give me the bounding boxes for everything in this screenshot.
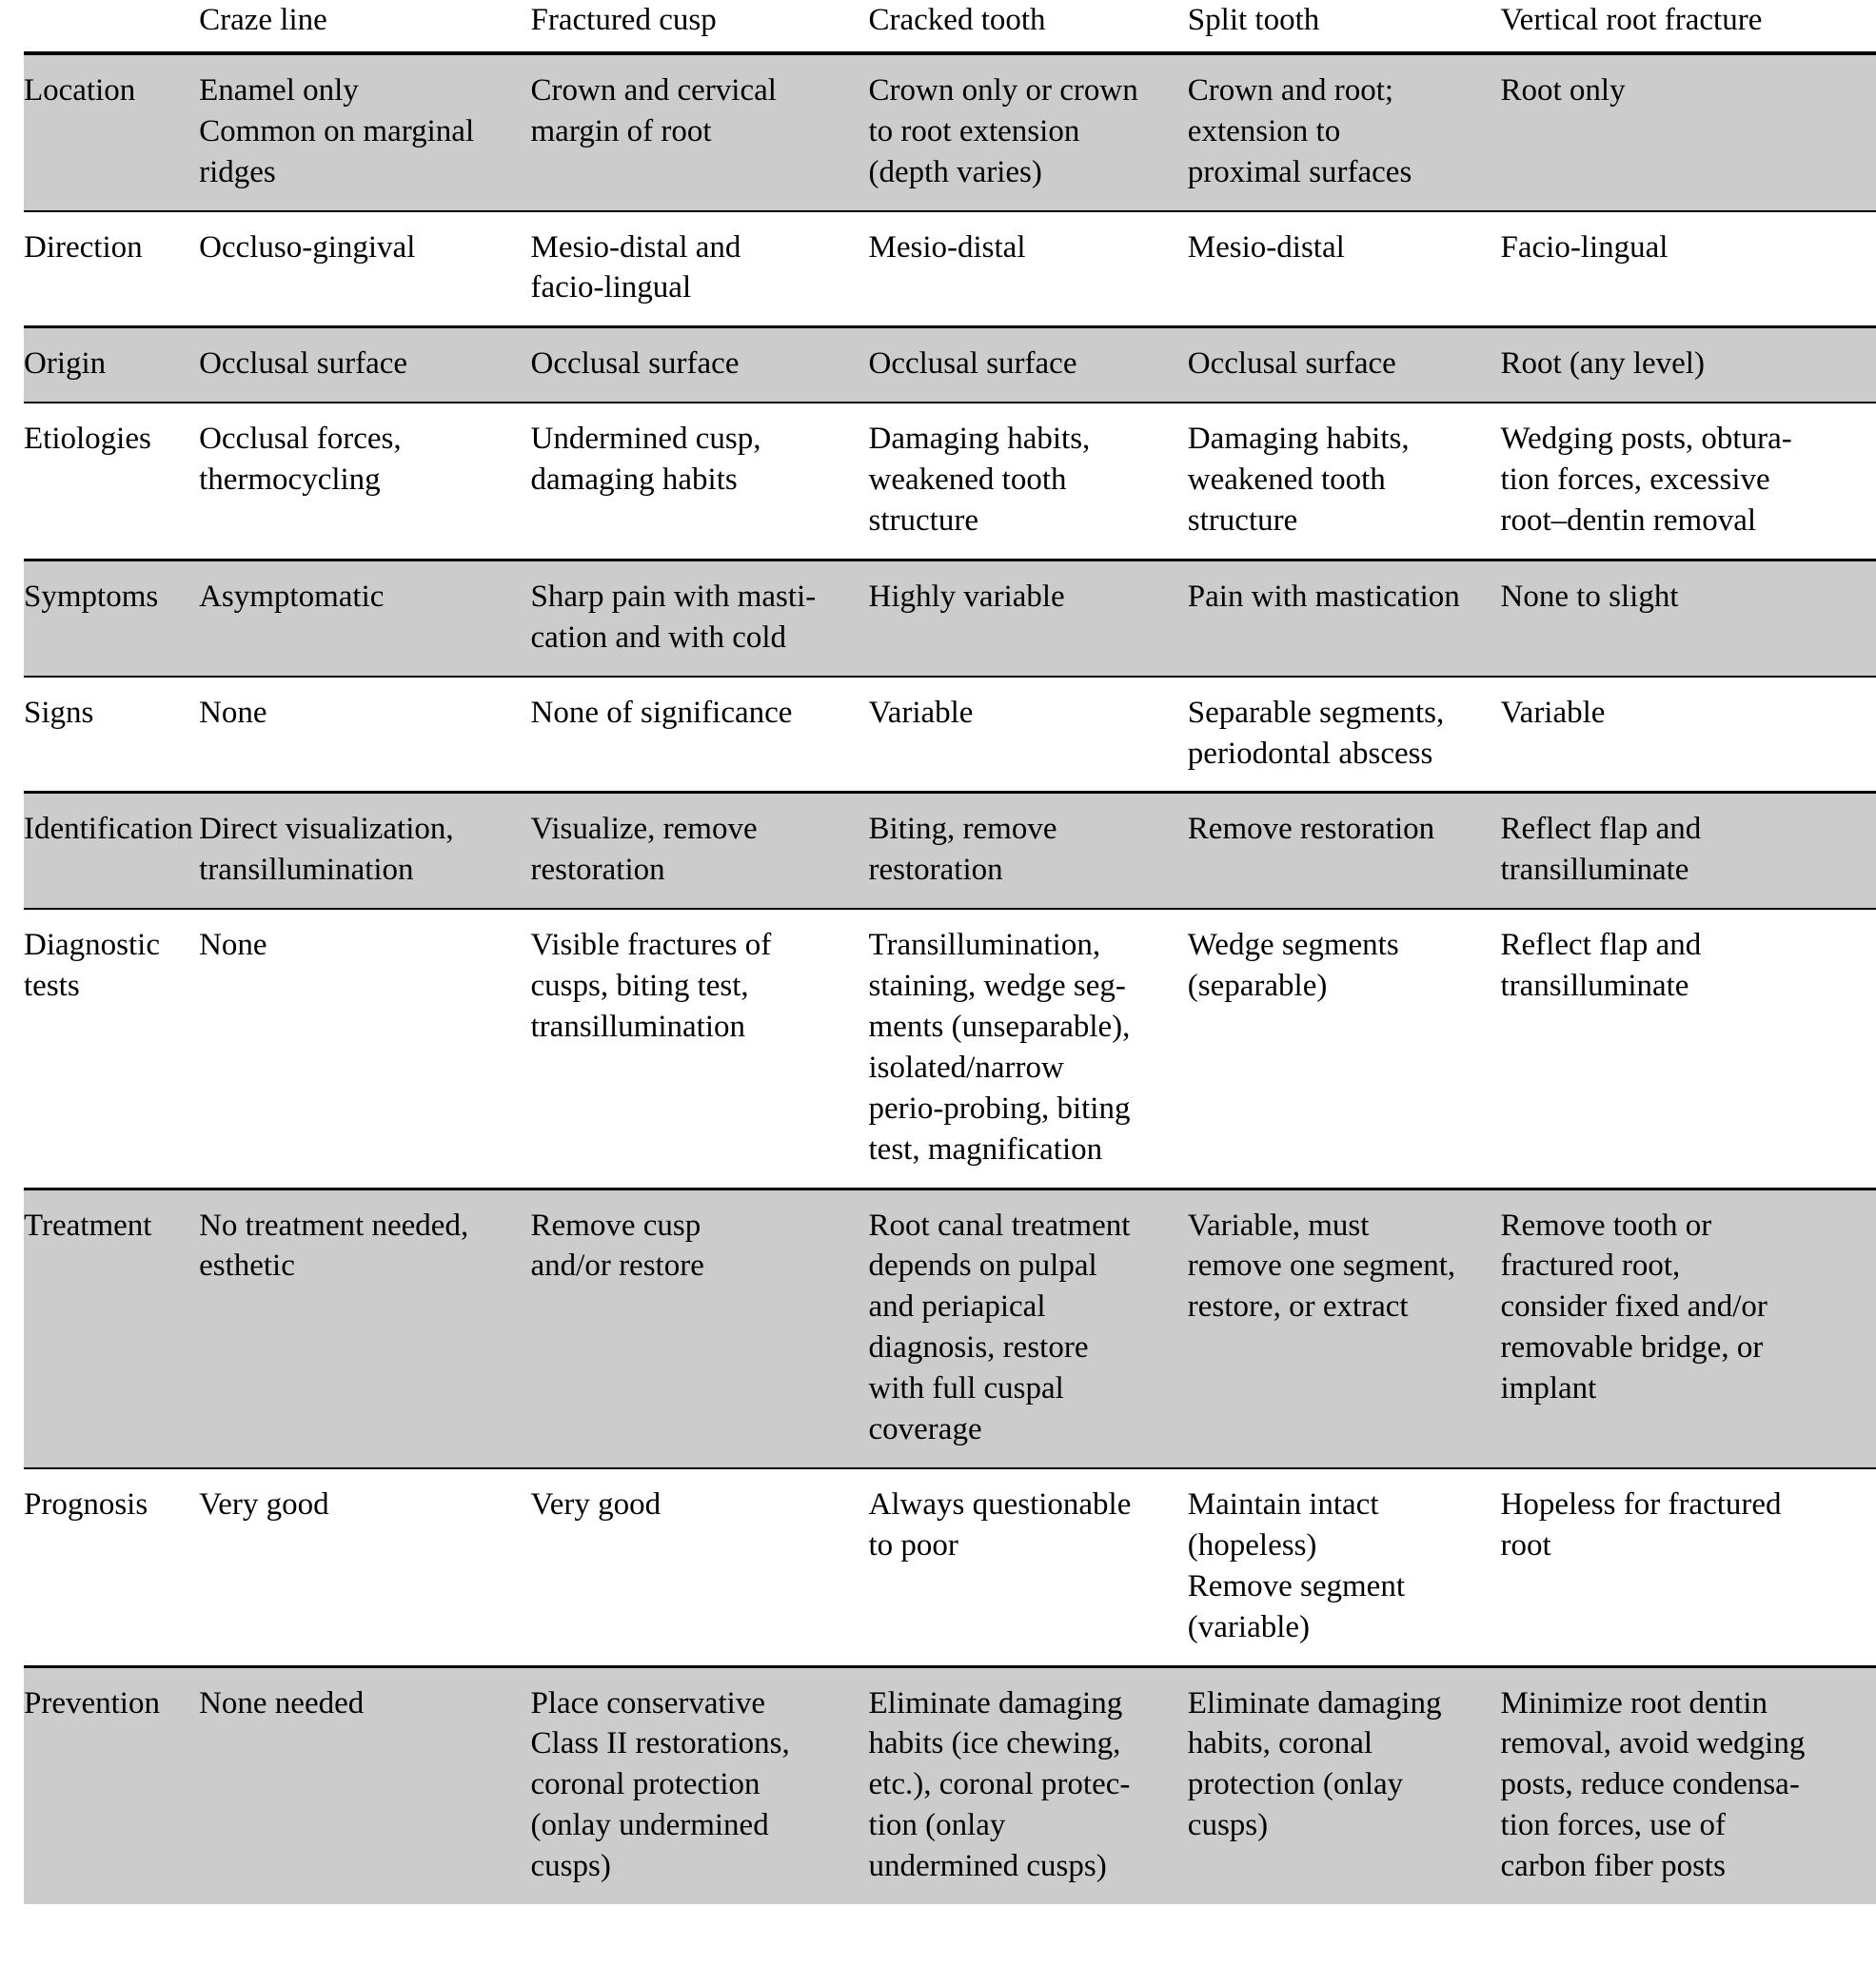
table-cell: [531, 1468, 869, 1666]
row-label: [24, 677, 199, 793]
cell-line: root–dentin removal: [1500, 503, 1757, 539]
table-cell: [531, 909, 869, 1189]
table-cell: [199, 53, 530, 211]
cell-line: Always questionable: [868, 1486, 1132, 1522]
cell-line: Highly variable: [868, 579, 1065, 614]
table-cell: [1501, 909, 1876, 1189]
cell-line: removable bridge, or: [1500, 1330, 1764, 1366]
cell-line: Occluso-gingival: [199, 229, 416, 265]
row-label-line: Etiologies: [24, 422, 151, 457]
cell-line: Visible fractures of: [530, 928, 772, 963]
cell-line: restore, or extract: [1187, 1289, 1409, 1325]
table-cell: [531, 677, 869, 793]
table-body: [24, 53, 1876, 1904]
cell-line: cusps, biting test,: [530, 969, 749, 1004]
cell-line: thermocycling: [199, 462, 381, 498]
row-label: [24, 1666, 199, 1904]
cell-line: (variable): [1187, 1609, 1311, 1644]
cell-line: None of significance: [530, 695, 793, 730]
cell-line: (separable): [1187, 969, 1328, 1004]
cell-line: consider fixed and/or: [1500, 1289, 1767, 1325]
column-header-split-tooth: Split tooth: [1188, 0, 1501, 53]
table-cell: [869, 677, 1188, 793]
column-header-0: [24, 0, 199, 53]
cell-line: Damaging habits,: [868, 422, 1091, 457]
cell-line: Crown and cervical: [530, 72, 777, 108]
cell-line: Asymptomatic: [199, 579, 385, 614]
table-row: [24, 677, 1876, 793]
table-row: [24, 1189, 1876, 1468]
table-cell: [199, 1666, 530, 1904]
cell-line: Variable, must: [1187, 1208, 1370, 1243]
table-cell: [1188, 677, 1501, 793]
cell-line: Very good: [199, 1486, 329, 1522]
row-label-line: Signs: [24, 695, 94, 730]
table-row: [24, 211, 1876, 327]
cell-line: None to slight: [1500, 579, 1679, 614]
table-row: [24, 909, 1876, 1189]
table-cell: [199, 1189, 530, 1468]
table-cell: [1188, 211, 1501, 327]
cell-line: Reflect flap and: [1500, 812, 1702, 847]
cell-line: Very good: [530, 1486, 662, 1522]
cell-line: Root canal treatment: [868, 1208, 1131, 1243]
table-cell: [1501, 1666, 1876, 1904]
cell-line: (hopeless): [1187, 1527, 1317, 1563]
cell-line: Mesio-distal and: [530, 229, 741, 265]
cell-line: Wedging posts, obtura-: [1500, 422, 1792, 457]
row-label-line: Symptoms: [24, 579, 159, 614]
row-label: [24, 403, 199, 560]
cell-line: etc.), coronal protec-: [868, 1767, 1131, 1802]
cell-line: Class II restorations,: [530, 1726, 790, 1761]
table-cell: [1501, 677, 1876, 793]
table-cell: [531, 211, 869, 327]
cell-line: No treatment needed,: [199, 1208, 469, 1243]
table-cell: [1188, 327, 1501, 403]
cell-line: Facio-lingual: [1500, 229, 1669, 265]
table-cell: [199, 327, 530, 403]
cell-line: test, magnification: [868, 1131, 1103, 1167]
table-row: [24, 793, 1876, 909]
table-cell: [531, 793, 869, 909]
cell-line: remove one segment,: [1187, 1249, 1456, 1284]
row-label: [24, 327, 199, 403]
table-cell: [869, 403, 1188, 560]
row-label: [24, 53, 199, 211]
table-cell: [869, 560, 1188, 676]
cell-line: removal, avoid wedging: [1500, 1726, 1806, 1761]
table-cell: [869, 211, 1188, 327]
table-cell: [1501, 793, 1876, 909]
cell-line: Hopeless for fractured: [1500, 1486, 1782, 1522]
table-cell: [1188, 1189, 1501, 1468]
cell-line: Place conservative: [530, 1685, 765, 1721]
cell-line: Crown and root;: [1187, 72, 1394, 108]
table-cell: [869, 793, 1188, 909]
cell-line: Occlusal surface: [530, 346, 740, 382]
table-cell: [199, 793, 530, 909]
column-header-craze-line: Craze line: [199, 0, 530, 53]
table-cell: [1501, 403, 1876, 560]
table-cell: [531, 1666, 869, 1904]
table-cell: [869, 1666, 1188, 1904]
cell-line: facio-lingual: [530, 270, 692, 305]
table-cell: [531, 1189, 869, 1468]
table-cell: [199, 677, 530, 793]
header-row: [24, 0, 1876, 53]
cell-line: transillumination: [530, 1010, 745, 1045]
table-cell: [869, 1189, 1188, 1468]
row-label: [24, 1468, 199, 1666]
table-cell: [869, 53, 1188, 211]
row-label: [24, 909, 199, 1189]
row-label: [24, 560, 199, 676]
cell-line: cation and with cold: [530, 619, 787, 655]
cell-line: tion (onlay: [868, 1808, 1006, 1843]
table-cell: [1501, 53, 1876, 211]
cell-line: Remove segment: [1187, 1568, 1405, 1603]
table-cell: [199, 211, 530, 327]
cell-line: proximal surfaces: [1187, 154, 1412, 189]
cell-line: Mesio-distal: [1187, 229, 1345, 265]
cell-line: depends on pulpal: [868, 1249, 1097, 1284]
cell-line: Occlusal surface: [868, 346, 1077, 382]
cell-line: weakened tooth: [868, 462, 1067, 498]
table-row: [24, 403, 1876, 560]
table-cell: [1188, 403, 1501, 560]
cell-line: Undermined cusp,: [530, 422, 761, 457]
cell-line: Transillumination,: [868, 928, 1101, 963]
table-cell: [1501, 560, 1876, 676]
table-cell: [869, 1468, 1188, 1666]
table-cell: [199, 560, 530, 676]
table-row: [24, 560, 1876, 676]
cell-line: Damaging habits,: [1187, 422, 1410, 457]
row-label: [24, 793, 199, 909]
cell-line: Occlusal forces,: [199, 422, 402, 457]
cell-line: Mesio-distal: [868, 229, 1026, 265]
cell-line: isolated/narrow: [868, 1050, 1064, 1085]
cell-line: Variable: [868, 695, 974, 730]
cell-line: None: [199, 928, 267, 963]
cell-line: cusps): [530, 1849, 611, 1884]
cell-line: perio-probing, biting: [868, 1091, 1131, 1126]
cell-line: Occlusal surface: [199, 346, 408, 382]
cell-line: restoration: [868, 853, 1003, 888]
cell-line: Remove tooth or: [1500, 1208, 1712, 1243]
cell-line: with full cuspal: [868, 1371, 1064, 1406]
cell-line: Enamel only: [199, 72, 359, 108]
cell-line: Eliminate damaging: [868, 1685, 1123, 1721]
table-cell: [1188, 53, 1501, 211]
row-label-line: Diagnostic: [24, 928, 160, 963]
table-cell: [869, 909, 1188, 1189]
cell-line: protection (onlay: [1187, 1767, 1404, 1802]
table-cell: [1188, 560, 1501, 676]
table-cell: [531, 403, 869, 560]
table-cell: [1188, 1666, 1501, 1904]
cell-line: ridges: [199, 154, 276, 189]
table-cell: [199, 909, 530, 1189]
table-cell: [1501, 1189, 1876, 1468]
table-cell: [531, 327, 869, 403]
cell-line: (onlay undermined: [530, 1808, 769, 1843]
cell-line: Pain with mastication: [1187, 579, 1460, 614]
table-row: [24, 327, 1876, 403]
cell-line: structure: [1187, 503, 1298, 539]
cell-line: to poor: [868, 1527, 958, 1563]
cell-line: transilluminate: [1500, 969, 1689, 1004]
row-label-line: Direction: [24, 229, 143, 265]
cell-line: damaging habits: [530, 462, 738, 498]
row-label-line: Treatment: [24, 1208, 152, 1243]
cell-line: posts, reduce condensa-: [1500, 1767, 1800, 1802]
table-cell: [869, 327, 1188, 403]
cell-line: esthetic: [199, 1249, 295, 1284]
cell-line: diagnosis, restore: [868, 1330, 1089, 1366]
cell-line: Remove restoration: [1187, 812, 1435, 847]
table-head: [24, 0, 1876, 53]
row-label: [24, 1189, 199, 1468]
cell-line: Root (any level): [1500, 346, 1705, 382]
cell-line: cusps): [1187, 1808, 1269, 1843]
cell-line: coverage: [868, 1412, 982, 1447]
table-cell: [199, 1468, 530, 1666]
row-label-line: Prevention: [24, 1685, 160, 1721]
cell-line: Minimize root dentin: [1500, 1685, 1767, 1721]
cell-line: Biting, remove: [868, 812, 1057, 847]
cell-line: Separable segments,: [1187, 695, 1445, 730]
cell-line: Crown only or crown: [868, 72, 1138, 108]
cell-line: root: [1500, 1527, 1551, 1563]
cell-line: Wedge segments: [1187, 928, 1399, 963]
cell-line: to root extension: [868, 113, 1080, 148]
cell-line: Variable: [1500, 695, 1606, 730]
cell-line: restoration: [530, 853, 665, 888]
cell-line: Eliminate damaging: [1187, 1685, 1442, 1721]
cell-line: tion forces, use of: [1500, 1808, 1726, 1843]
cell-line: tion forces, excessive: [1500, 462, 1770, 498]
row-label-line: tests: [24, 969, 80, 1004]
cell-line: transilluminate: [1500, 853, 1689, 888]
row-label-line: Prognosis: [24, 1486, 148, 1522]
table-cell: [1501, 211, 1876, 327]
row-label-line: Identification: [24, 812, 193, 847]
table-row: [24, 53, 1876, 211]
cell-line: margin of root: [530, 113, 712, 148]
cell-line: Root only: [1500, 72, 1626, 108]
cell-line: ments (unseparable),: [868, 1010, 1131, 1045]
cracked-teeth-comparison-table: [24, 0, 1876, 1904]
cell-line: habits (ice chewing,: [868, 1726, 1121, 1761]
cell-line: Reflect flap and: [1500, 928, 1702, 963]
cell-line: and periapical: [868, 1289, 1046, 1325]
cell-line: and/or restore: [530, 1249, 704, 1284]
table-cell: [1188, 1468, 1501, 1666]
cell-line: extension to: [1187, 113, 1341, 148]
table-cell: [1188, 909, 1501, 1189]
cell-line: Maintain intact: [1187, 1486, 1379, 1522]
cell-line: coronal protection: [530, 1767, 760, 1802]
table-row: [24, 1468, 1876, 1666]
table-cell: [1501, 327, 1876, 403]
cell-line: Remove cusp: [530, 1208, 701, 1243]
column-header-cracked-tooth: Cracked tooth: [869, 0, 1188, 53]
cell-line: Occlusal surface: [1187, 346, 1396, 382]
row-label: [24, 211, 199, 327]
table-cell: [531, 53, 869, 211]
cell-line: periodontal abscess: [1187, 736, 1433, 771]
table-cell: [199, 403, 530, 560]
cell-line: carbon fiber posts: [1500, 1849, 1726, 1884]
cell-line: Common on marginal: [199, 113, 475, 148]
column-header-vertical-root-fracture: Vertical root fracture: [1501, 0, 1876, 53]
cell-line: Visualize, remove: [530, 812, 758, 847]
cell-line: (depth varies): [868, 154, 1042, 189]
cell-line: undermined cusps): [868, 1849, 1107, 1884]
column-header-fractured-cusp: Fractured cusp: [531, 0, 869, 53]
cell-line: None needed: [199, 1685, 365, 1721]
cell-line: structure: [868, 503, 978, 539]
cell-line: transillumination: [199, 853, 414, 888]
table-cell: [1501, 1468, 1876, 1666]
row-label-line: Origin: [24, 346, 107, 382]
table-cell: [531, 560, 869, 676]
cell-line: staining, wedge seg-: [868, 969, 1126, 1004]
cell-line: habits, coronal: [1187, 1726, 1373, 1761]
table-cell: [1188, 793, 1501, 909]
row-label-line: Location: [24, 72, 136, 108]
table-row: [24, 1666, 1876, 1904]
cell-line: Direct visualization,: [199, 812, 454, 847]
cell-line: implant: [1500, 1371, 1597, 1406]
cell-line: weakened tooth: [1187, 462, 1386, 498]
cell-line: fractured root,: [1500, 1249, 1681, 1284]
cell-line: None: [199, 695, 267, 730]
cell-line: Sharp pain with masti-: [530, 579, 817, 614]
